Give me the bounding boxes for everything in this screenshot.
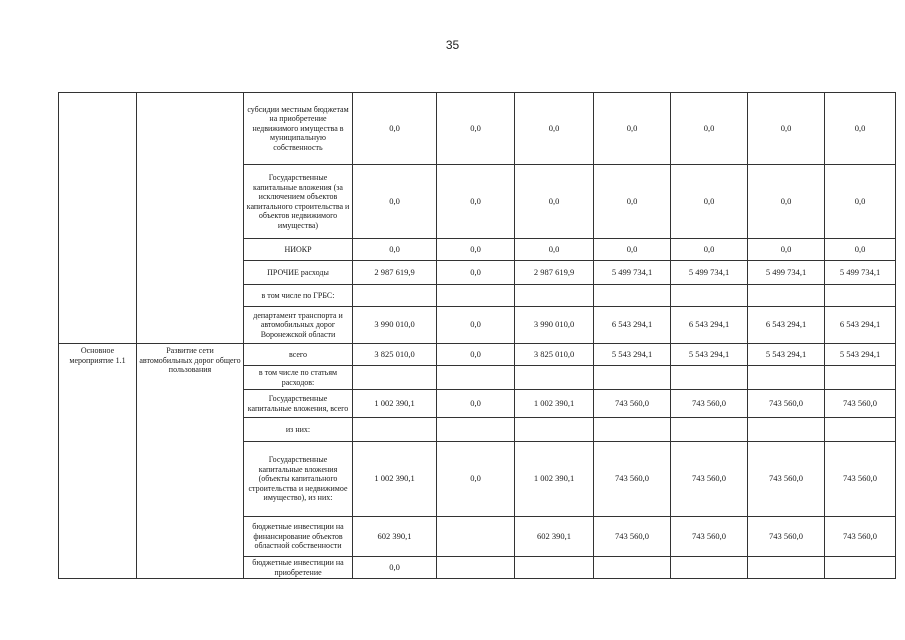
row-label: в том числе по ГРБС: [244,285,353,307]
measure-name-cell [137,93,244,344]
row-label: ПРОЧИЕ расходы [244,261,353,285]
value-cell: 3 825 010,0 [353,344,437,366]
value-cell: 0,0 [437,390,515,418]
value-cell: 2 987 619,9 [515,261,594,285]
measure-cell [59,93,137,344]
value-cell: 0,0 [437,307,515,344]
value-cell [825,366,896,390]
value-cell: 743 560,0 [594,517,671,557]
value-cell: 0,0 [437,442,515,517]
row-label: Государственные капитальные вложения (объекты капитального строительства и недвижимое имущество), из них: [244,442,353,517]
value-cell: 6 543 294,1 [671,307,748,344]
value-cell: 743 560,0 [748,390,825,418]
value-cell: 0,0 [671,93,748,165]
value-cell [825,557,896,579]
value-cell: 6 543 294,1 [748,307,825,344]
value-cell: 0,0 [671,239,748,261]
value-cell: 5 499 734,1 [671,261,748,285]
value-cell: 1 002 390,1 [515,442,594,517]
value-cell [437,557,515,579]
value-cell: 0,0 [353,165,437,239]
value-cell: 6 543 294,1 [825,307,896,344]
value-cell: 5 543 294,1 [825,344,896,366]
value-cell [671,557,748,579]
value-cell: 743 560,0 [671,390,748,418]
value-cell: 602 390,1 [515,517,594,557]
value-cell [437,517,515,557]
value-cell: 5 499 734,1 [594,261,671,285]
value-cell [437,366,515,390]
value-cell: 0,0 [594,93,671,165]
measure-name-cell: Развитие сети автомобильных дорог общего пользования [137,344,244,579]
value-cell [671,285,748,307]
value-cell [515,418,594,442]
value-cell [437,418,515,442]
value-cell: 0,0 [515,165,594,239]
value-cell: 0,0 [825,165,896,239]
value-cell: 0,0 [437,165,515,239]
value-cell [437,285,515,307]
value-cell: 0,0 [353,557,437,579]
value-cell [748,366,825,390]
row-label: из них: [244,418,353,442]
value-cell: 602 390,1 [353,517,437,557]
value-cell: 5 543 294,1 [671,344,748,366]
value-cell: 0,0 [825,93,896,165]
value-cell [825,418,896,442]
value-cell: 5 543 294,1 [594,344,671,366]
value-cell: 743 560,0 [594,442,671,517]
value-cell: 743 560,0 [594,390,671,418]
value-cell: 743 560,0 [748,517,825,557]
value-cell: 0,0 [594,165,671,239]
value-cell: 743 560,0 [825,517,896,557]
value-cell: 5 543 294,1 [748,344,825,366]
row-label: Государственные капитальные вложения (за исключением объектов капитального строительства и объектов недвижимого имущества) [244,165,353,239]
value-cell: 0,0 [353,93,437,165]
value-cell: 1 002 390,1 [353,390,437,418]
budget-table [58,92,896,579]
value-cell: 743 560,0 [825,442,896,517]
row-label: НИОКР [244,239,353,261]
value-cell: 0,0 [748,165,825,239]
value-cell: 0,0 [748,239,825,261]
value-cell: 3 990 010,0 [353,307,437,344]
value-cell [594,285,671,307]
value-cell: 743 560,0 [748,442,825,517]
value-cell [515,285,594,307]
row-label: бюджетные инвестиции на финансирование объектов областной собственности [244,517,353,557]
row-label: бюджетные инвестиции на приобретение [244,557,353,579]
row-label: Государственные капитальные вложения, всего [244,390,353,418]
value-cell: 743 560,0 [671,442,748,517]
row-label: в том числе по статьям расходов: [244,366,353,390]
value-cell: 1 002 390,1 [515,390,594,418]
value-cell: 5 499 734,1 [825,261,896,285]
value-cell [748,557,825,579]
value-cell [671,418,748,442]
value-cell: 743 560,0 [671,517,748,557]
value-cell [353,285,437,307]
value-cell [353,366,437,390]
value-cell: 2 987 619,9 [353,261,437,285]
value-cell [353,418,437,442]
value-cell [748,418,825,442]
value-cell: 3 825 010,0 [515,344,594,366]
value-cell: 0,0 [437,261,515,285]
value-cell [515,366,594,390]
value-cell: 743 560,0 [825,390,896,418]
value-cell: 0,0 [437,239,515,261]
value-cell: 1 002 390,1 [353,442,437,517]
value-cell: 0,0 [671,165,748,239]
value-cell: 0,0 [748,93,825,165]
value-cell: 0,0 [437,344,515,366]
value-cell: 0,0 [515,93,594,165]
row-label: департамент транспорта и автомобильных дорог Воронежской области [244,307,353,344]
row-label: всего [244,344,353,366]
value-cell: 3 990 010,0 [515,307,594,344]
row-label: субсидии местным бюджетам на приобретение недвижимого имущества в муниципальную собственность [244,93,353,165]
value-cell: 6 543 294,1 [594,307,671,344]
value-cell: 0,0 [594,239,671,261]
value-cell [594,418,671,442]
value-cell: 5 499 734,1 [748,261,825,285]
budget-table-body [59,93,896,579]
value-cell [515,557,594,579]
value-cell [671,366,748,390]
value-cell [748,285,825,307]
value-cell [594,366,671,390]
value-cell: 0,0 [515,239,594,261]
value-cell [825,285,896,307]
measure-cell: Основное мероприятие 1.1 [59,344,137,579]
value-cell: 0,0 [353,239,437,261]
value-cell [594,557,671,579]
page-number: 35 [445,38,460,52]
value-cell: 0,0 [437,93,515,165]
value-cell: 0,0 [825,239,896,261]
